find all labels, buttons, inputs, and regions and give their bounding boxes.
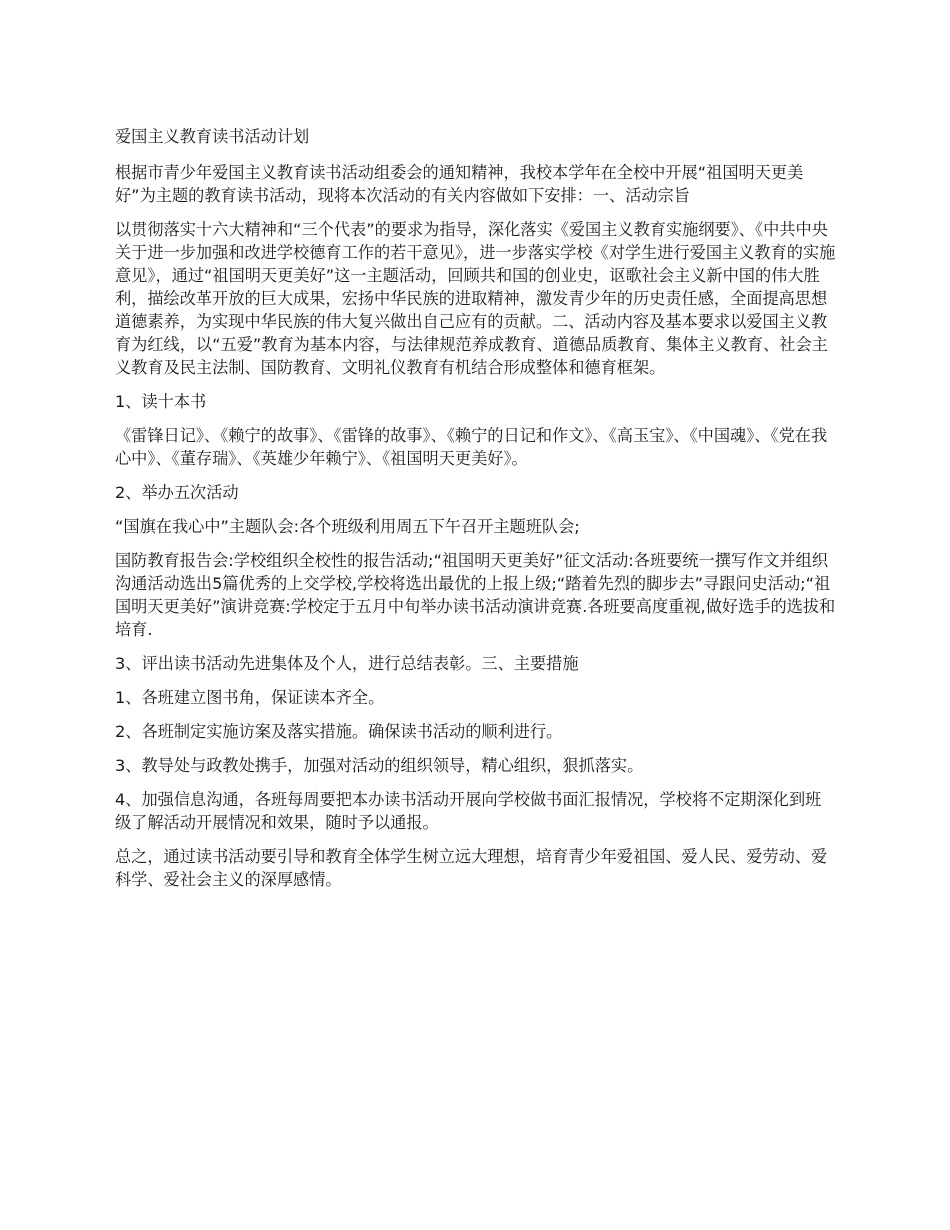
heading-five-activities: 2、举办五次活动 (115, 483, 239, 502)
paragraph-measure-4: 4、加强信息沟通，各班每周要把本办读书活动开展向学校做书面汇报情况，学校将不定期深化到班级了解活动开展情况和效果，随时予以通报。 (115, 790, 822, 832)
paragraph-intro: 根据市青少年爱国主义教育读书活动组委会的通知精神，我校本学年在全校中开展“祖国明天更美好”为主题的教育读书活动，现将本次活动的有关内容做如下安排：一、活动宗旨 (115, 163, 804, 205)
paragraph-book-list: 《雷锋日记》、《赖宁的故事》、《雷锋的故事》、《赖宁的日记和作文》、《高玉宝》、《中国魂》、《党在我心中》、《董存瑞》、《英雄少年赖宁》、《祖国明天更美好》。 (115, 426, 828, 468)
paragraph-flag-meeting: “国旗在我心中”主题队会:各个班级利用周五下午召开主题班队会; (115, 517, 580, 536)
paragraph-purpose: 以贯彻落实十六大精神和“三个代表”的要求为指导，深化落实《爱国主义教育实施纲要》、《中共中央关于进一步加强和改进学校德育工作的若干意见》，进一步落实学校《对学生进行爱国主义教育的实施意见》，通过“祖国明天更美好”这一主题活动，回顾共和国的创业史，讴歌社会主义新中国的伟大胜利，描绘改革开放的巨大成果，宏扬中华民族的进取精神，激发青少年的历史责任感，全面提高思想道德素养，为实现中华民族的伟大复兴做出自己应有的贡献。二、活动内容及基本要求以爱国主义教育为红线，以“五爱”教育为基本内容，与法律规范养成教育、道德品质教育、集体主义教育、社会主义教育及民主法制、国防教育、文明礼仪教育有机结合形成整体和德育框架。 (115, 220, 836, 377)
paragraph-commendation: 3、评出读书活动先进集体及个人，进行总结表彰。三、主要措施 (115, 654, 579, 673)
paragraph-conclusion: 总之，通过读书活动要引导和教育全体学生树立远大理想，培育青少年爱祖国、爱人民、爱劳动、爱科学、爱社会主义的深厚感情。 (115, 847, 828, 889)
document-title: 爱国主义教育读书活动计划 (115, 127, 310, 146)
heading-read-ten-books: 1、读十本书 (115, 392, 207, 411)
paragraph-measure-3: 3、教导处与政教处携手，加强对活动的组织领导，精心组织，狠抓落实。 (115, 756, 644, 775)
paragraph-activities-detail: 国防教育报告会:学校组织全校性的报告活动;“祖国明天更美好”征文活动:各班要统一撰写作文并组织沟通活动选出5篇优秀的上交学校,学校将选出最优的上报上级;“踏着先烈的脚步去”寻跟问史活动;“祖国明天更美好”演讲竞赛:学校定于五月中旬举办读书活动演讲竞赛.各班要高度重视,做好选手的选拔和培育. (115, 551, 836, 639)
paragraph-measure-2: 2、各班制定实施访案及落实措施。确保读书活动的顺利进行。 (115, 722, 563, 741)
document-body (115, 125, 837, 902)
paragraph-measure-1: 1、各班建立图书角，保证读本齐全。 (115, 688, 385, 707)
